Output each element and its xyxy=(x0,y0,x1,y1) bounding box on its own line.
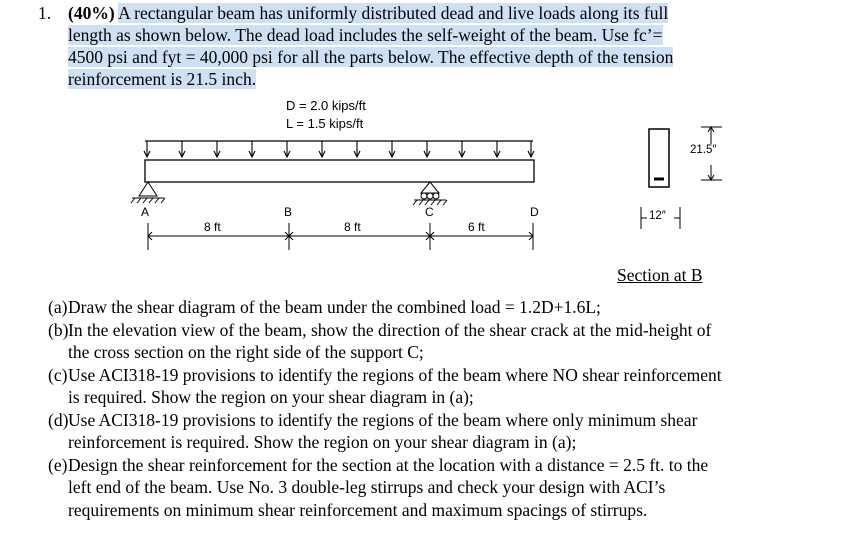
part-text-line: requirements on minimum shear reinforcement and maximum spacings of stirrups. xyxy=(68,499,648,520)
pin-support-a xyxy=(131,182,165,203)
span-label-cd: 6 ft xyxy=(468,220,485,234)
problem-parts xyxy=(48,296,838,521)
part-label: (b) xyxy=(48,319,69,340)
part-text-line: In the elevation view of the beam, show the direction of the shear crack at the mid-height of xyxy=(68,319,712,340)
part-text-line: left end of the beam. Use No. 3 double-leg stirrups and check your design with ACI’s xyxy=(68,477,666,497)
span-label-bc: 8 ft xyxy=(344,220,361,234)
dead-load-label: D = 2.0 kips/ft xyxy=(286,98,366,113)
span-label-ab: 8 ft xyxy=(204,220,221,234)
part-label: (a) xyxy=(48,297,68,317)
statement-line-4: reinforcement is 21.5 inch. xyxy=(68,69,257,89)
part-text-line: the cross section on the right side of the support C; xyxy=(68,342,424,362)
support-label-d: D xyxy=(530,205,539,219)
part-b xyxy=(48,319,838,364)
support-label-c: C xyxy=(425,205,434,219)
part-text-line: Draw the shear diagram of the beam under the combined load = 1.2D+1.6L; xyxy=(68,297,601,317)
part-label: (e) xyxy=(48,454,68,475)
roller-support-c xyxy=(413,182,447,205)
section-depth-label: 21.5″ xyxy=(690,144,717,156)
part-label: (c) xyxy=(48,364,68,385)
part-text-line: is required. Show the region on your shear diagram in (a); xyxy=(68,387,474,407)
part-text-line: reinforcement is required. Show the region on your shear diagram in (a); xyxy=(68,432,577,452)
part-text-line: Design the shear reinforcement for the section at the location with a distance = 2.5 ft. to the xyxy=(68,454,709,475)
section-title: Section at B xyxy=(617,265,703,285)
part-d xyxy=(48,409,838,454)
statement-line-3: 4500 psi and fyt = 40,000 psi for all the parts below. The effective depth of the tension xyxy=(68,47,674,67)
part-label: (d) xyxy=(48,409,69,430)
load-arrows xyxy=(144,141,534,157)
part-c xyxy=(48,364,838,409)
problem-number: 1. xyxy=(38,3,52,23)
support-label-b: B xyxy=(284,205,293,219)
part-text-line: Use ACI318-19 provisions to identify the regions of the beam where NO shear reinforcement xyxy=(68,364,722,385)
beam-elevation xyxy=(145,160,534,182)
part-a xyxy=(48,296,838,319)
section-width-label: 12″ xyxy=(649,210,666,222)
problem-weight: (40%) xyxy=(68,3,115,23)
live-load-label: L = 1.5 kips/ft xyxy=(286,116,364,131)
part-e xyxy=(48,454,838,522)
statement-line-2: length as shown below. The dead load includes the self-weight of the beam. Use fc’= xyxy=(68,25,663,45)
statement-line-1: A rectangular beam has uniformly distributed dead and live loads along its full xyxy=(118,3,669,23)
support-label-a: A xyxy=(141,205,150,219)
part-text-line: Use ACI318-19 provisions to identify the regions of the beam where only minimum shear xyxy=(68,409,698,430)
